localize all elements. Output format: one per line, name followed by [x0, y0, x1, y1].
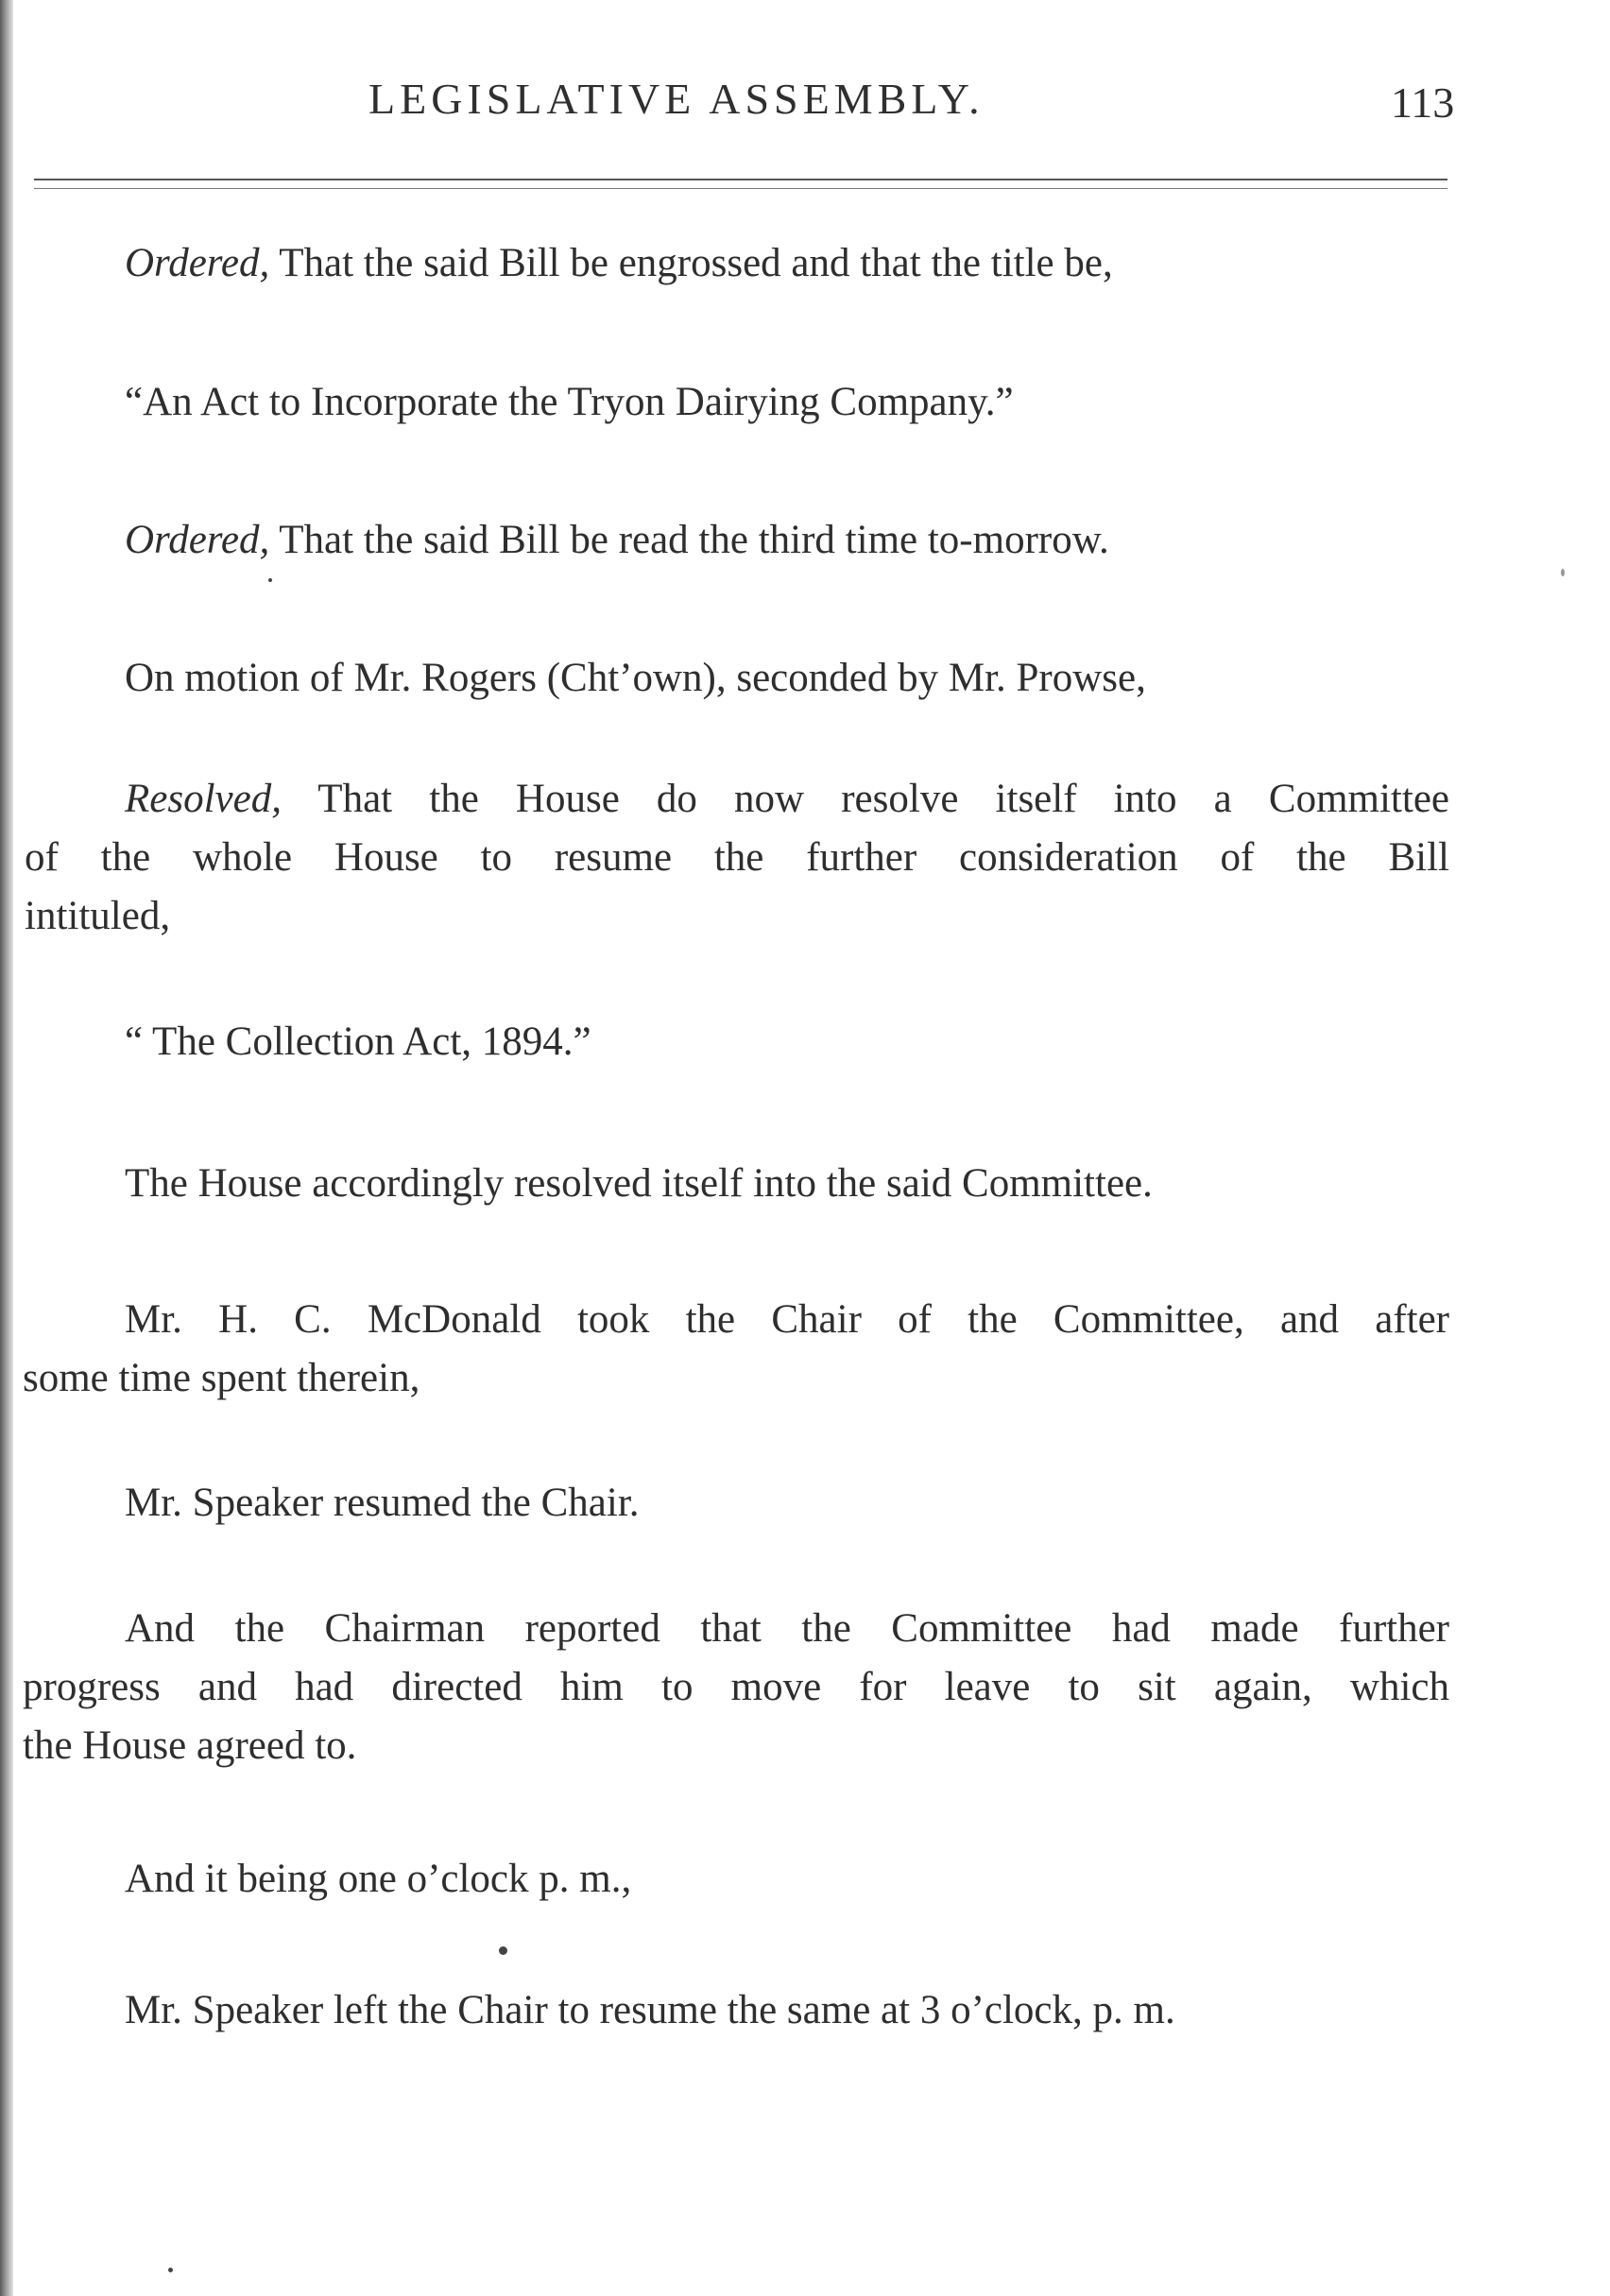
paragraph-chair-taken — [23, 1291, 1449, 1408]
ink-speck — [268, 578, 272, 582]
paragraph-line: Mr. Speaker left the Chair to resume the same at 3 o’clock, p. m. — [125, 1988, 1175, 2032]
paragraph-line: The House accordingly resolved itself into the said Committee. — [125, 1161, 1153, 1206]
paragraph-ordered-engrossed — [125, 234, 1113, 293]
paragraph-line — [25, 770, 1449, 829]
ink-speck — [168, 2268, 173, 2272]
header-rule-top — [34, 179, 1447, 180]
paragraph-lead-italic: Resolved, — [125, 777, 282, 821]
paragraph-line: “ The Collection Act, 1894.” — [125, 1019, 591, 1064]
paragraph-chairman-reported — [23, 1600, 1449, 1775]
paragraph-motion — [125, 649, 1146, 708]
paragraph-line: intituled, — [25, 894, 171, 938]
paragraph-line: of the whole House to resume the further consideration of the Bill — [25, 835, 1449, 880]
paragraph-line: progress and had directed him to move for leave to sit again, which — [23, 1665, 1449, 1709]
ink-speck — [499, 1946, 507, 1955]
paragraph-line: Mr. H. C. McDonald took the Chair of the Committee, and after — [125, 1297, 1449, 1342]
running-head: LEGISLATIVE ASSEMBLY. — [368, 75, 985, 123]
binding-edge-shadow — [0, 0, 13, 2296]
paragraph-lead-italic: Ordered, — [125, 241, 270, 285]
paragraph-line — [125, 234, 1113, 293]
paragraph-line: On motion of Mr. Rogers (Cht’own), seconded by Mr. Prowse, — [125, 656, 1146, 700]
paragraph-act-title — [125, 373, 1014, 432]
paragraph-line: the House agreed to. — [23, 1723, 357, 1768]
ink-speck — [1561, 569, 1565, 576]
paragraph-line: Mr. Speaker resumed the Chair. — [125, 1481, 640, 1525]
paragraph-text: That the said Bill be read the third time to-morrow. — [269, 518, 1109, 562]
paragraph-speaker-left — [125, 1981, 1175, 2040]
paragraph-collection-act — [125, 1013, 591, 1071]
paragraph-line: And the Chairman reported that the Committee had made further — [125, 1606, 1449, 1651]
paragraph-line: some time spent therein, — [23, 1356, 420, 1400]
paragraph-resolved — [25, 770, 1449, 946]
paragraph-line: “An Act to Incorporate the Tryon Dairying Company.” — [125, 380, 1014, 424]
paragraph-house-resolved — [125, 1155, 1153, 1213]
paragraph-text: That the House do now resolve itself into a Committee — [281, 777, 1449, 821]
page-number: 113 — [1391, 78, 1455, 127]
paragraph-lead-italic: Ordered, — [125, 518, 270, 562]
header-rule-bottom — [34, 188, 1447, 189]
paragraph-line: And it being one o’clock p. m., — [125, 1857, 632, 1901]
paragraph-speaker-resumed — [125, 1474, 640, 1533]
paragraph-one-oclock — [125, 1850, 631, 1909]
paragraph-ordered-third-reading — [125, 511, 1109, 570]
paragraph-text: That the said Bill be engrossed and that the title be, — [269, 241, 1113, 285]
paragraph-line — [125, 511, 1109, 570]
